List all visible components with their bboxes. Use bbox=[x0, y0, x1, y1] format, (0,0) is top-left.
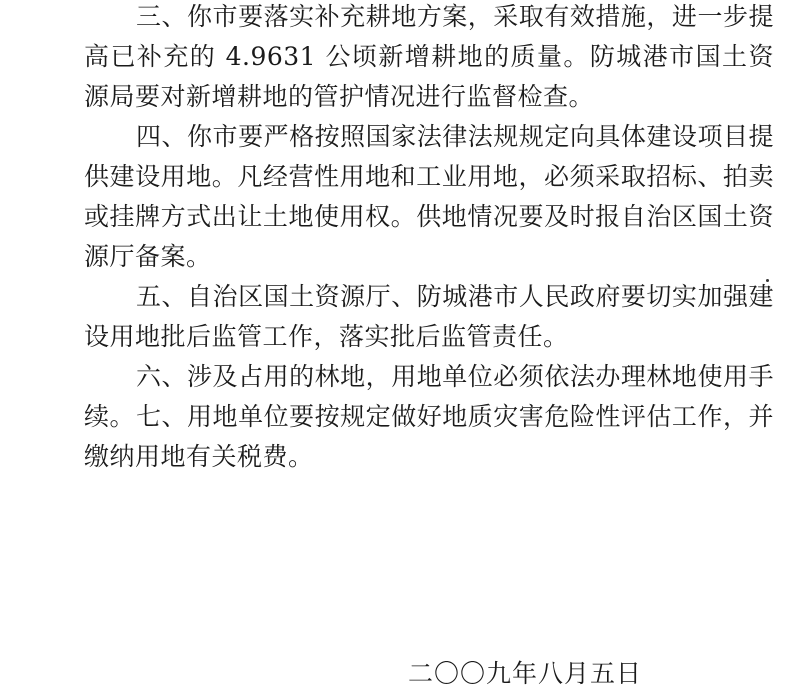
paragraph-item-5: 五、自治区国土资源厅、防城港市人民政府要切实加强建设用地批后监管工作，落实批后监管责任。 bbox=[84, 282, 774, 351]
paragraph-item-7: 七、用地单位要按规定做好地质灾害危险性评估工作，并缴纳用地有关税费。 bbox=[84, 402, 774, 471]
paragraph-item-3: 三、你市要落实补充耕地方案，采取有效措施，进一步提高已补充的 4.9631 公顷新增耕地的质量。防城港市国土资源局要对新增耕地的管护情况进行监督检查。 bbox=[84, 2, 774, 111]
paragraph-item-4: 四、你市要严格按照国家法律法规规定向具体建设项目提供建设用地。凡经营性用地和工业用地，必须采取招标、拍卖或挂牌方式出让土地使用权。供地情况要及时报自治区国土资源厅备案。 bbox=[84, 122, 774, 271]
scan-speck bbox=[766, 279, 769, 282]
paragraph-item-6: 六、涉及占用的林地，用地单位必须依法办理林地使用手续。 bbox=[84, 362, 774, 431]
document-date: 二〇〇九年八月五日 bbox=[408, 659, 643, 688]
